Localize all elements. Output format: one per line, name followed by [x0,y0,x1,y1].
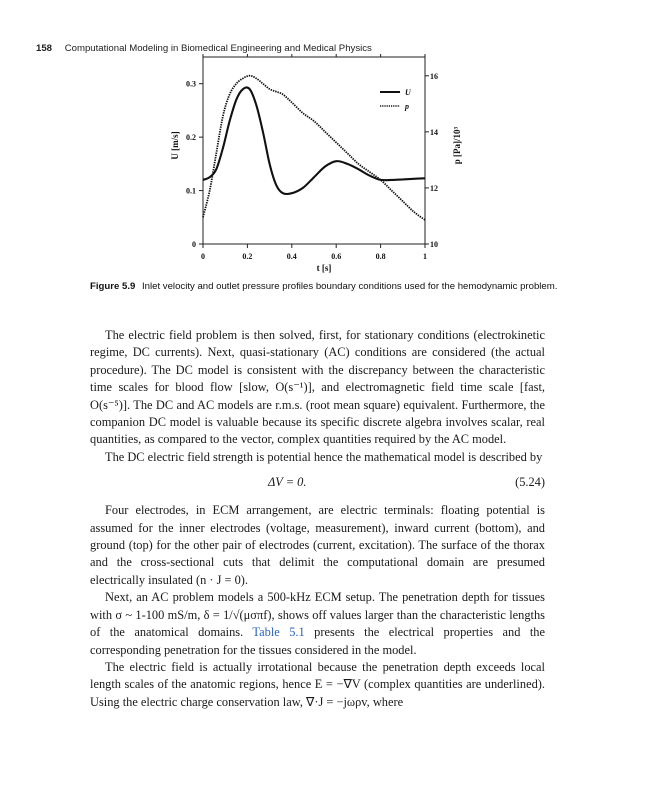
paragraph: The electric field problem is then solved, first, for stationary conditions (electrokinetic regime, DC currents). Next, quasi-stationary (AC) conditions are considered (the actual procedure). The DC model is consistent with the discrepancy between the characteristic time scales for blood flow [slow, O(s⁻¹)], and electromagnetic field time scale [fast, O(s⁻⁵)]. The DC and AC models are r.m.s. (root mean square) equivalent. Furthermore, the companion DC model is valuable because its specific discrete algebra involves scalar, real quantities, as compared to the vector, complex quantities required by the AC model. [90,328,545,447]
paragraph: The DC electric field strength is potential hence the mathematical model is described by [105,449,543,464]
chart-legend [380,88,412,111]
series-lines [203,76,425,220]
axis-ticks [186,54,438,261]
x-axis-label: t [s] [316,263,332,273]
x-tick-label: 0.4 [286,252,297,261]
x-tick-label: 0.2 [242,252,253,261]
figure-caption [90,280,560,293]
running-title: Computational Modeling in Biomedical Engineering and Medical Physics [64,43,372,54]
x-tick-label: 0.8 [375,252,386,261]
y-left-tick-label: 0.1 [186,186,196,196]
table-reference-link[interactable]: Table 5.1 [252,625,305,640]
y-right-axis-label: p [Pa]/10³ [452,126,462,165]
paragraph: Four electrodes, in ECM arrangement, are electric terminals: floating potential is assumed for the inner electrodes (voltage, measurement), inward current (bottom), and ground (top) for the other pair of electrodes (current, excitation). The surface of the thorax and the cross-sectional cuts that delimit the computational domain are presumed electrically insulated (n · J = 0). [90,503,545,587]
y-right-tick-label: 16 [430,71,438,81]
paragraph-text: presents the electrical properties and the corresponding penetration for the tissues considered in the model. [90,625,545,657]
paragraph-text: Next, an AC problem models a 500-kHz ECM setup. The penetration depth for tissues with σ ~ 1-100 mS/m, δ = 1/√(μσπf), shows off values larger than the characteristic lengths of the anatomical domains. [90,590,545,640]
y-left-axis-label: U [m/s] [170,131,180,160]
series-line-U [203,87,425,194]
y-right-tick-label: 14 [430,127,438,137]
x-tick-label: 1 [423,252,427,261]
y-right-tick-label: 10 [430,240,438,249]
x-tick-label: 0.6 [331,252,342,261]
velocity-pressure-chart [0,0,648,280]
body-text [90,327,545,711]
y-left-tick-label: 0.3 [186,79,196,89]
equation-5-24 [90,467,545,501]
equation-number: (5.24) [515,475,545,490]
axis-labels [170,126,462,273]
equation-expression: ΔV = 0. [268,475,307,490]
x-tick-label: 0 [201,252,205,261]
y-left-tick-label: 0.2 [186,133,196,143]
legend-label-U: U [405,88,411,97]
y-left-tick-label: 0 [192,240,196,249]
paragraph: The electric field is actually irrotational because the penetration depth exceeds local length scales of the anatomic regions, hence E = −∇V (complex quantities are underlined). Using the electric charge conservation law, ∇·J = −jωρv, where [90,659,545,709]
page-number: 158 [36,43,53,54]
legend-label-p: p [405,102,409,111]
paragraph [90,589,545,659]
figure-caption-text: Inlet velocity and outlet pressure profiles boundary conditions used for the hemodynamic problem. [142,281,558,292]
y-right-tick-label: 12 [430,183,438,193]
figure-label: Figure 5.9 [90,281,136,292]
